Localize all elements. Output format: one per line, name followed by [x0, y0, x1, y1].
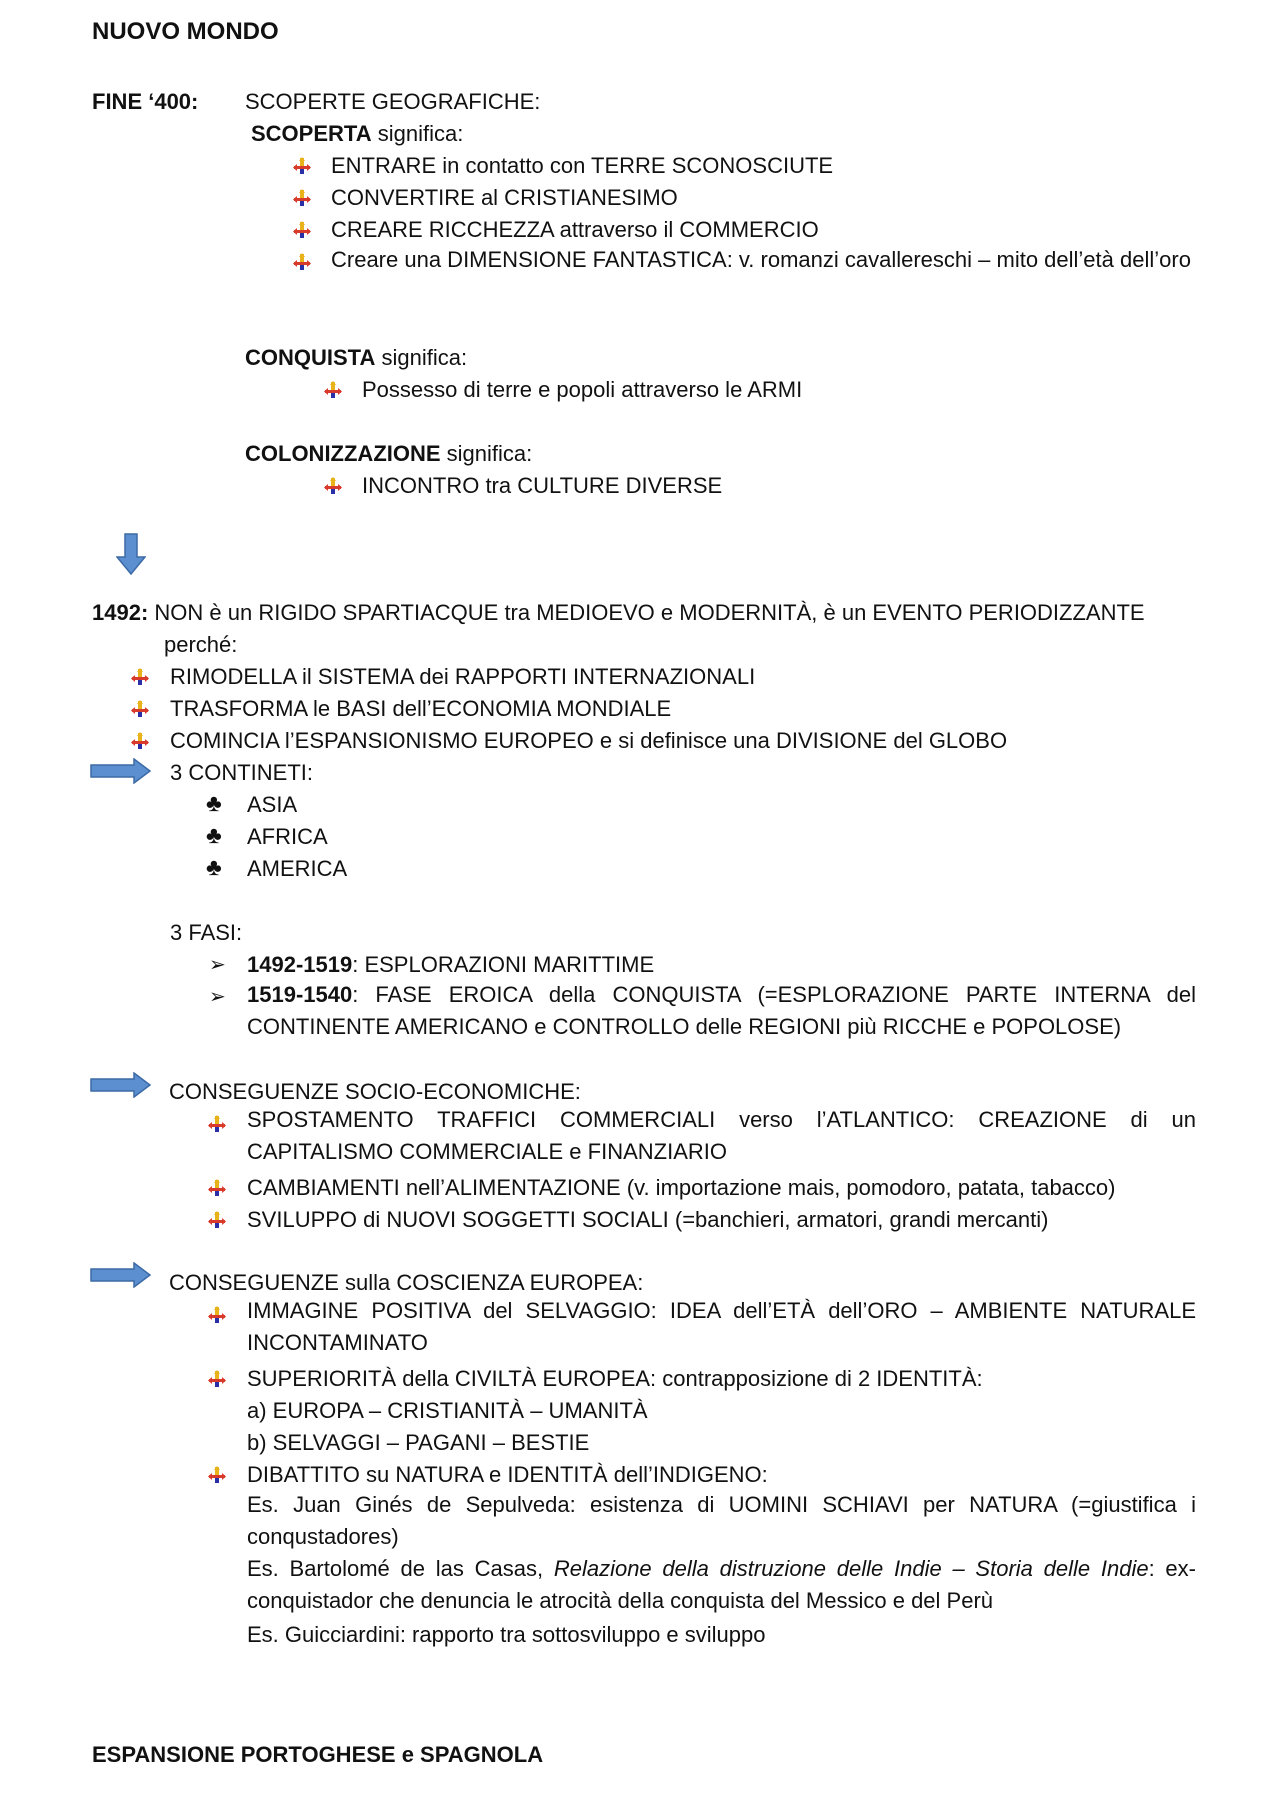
- four-way-arrow-bullet-icon: [208, 1115, 226, 1133]
- four-way-arrow-bullet-icon: [131, 700, 149, 718]
- socio-heading: CONSEGUENZE SOCIO-ECONOMICHE:: [169, 1079, 581, 1104]
- list-item: CREARE RICCHEZZA attraverso il COMMERCIO: [331, 217, 819, 242]
- list-item: Possesso di terre e popoli attraverso le ARMI: [362, 377, 803, 402]
- four-way-arrow-bullet-icon: [293, 189, 311, 207]
- list-item: Creare una DIMENSIONE FANTASTICA: v. romanzi cavallereschi – mito dell’età dell’oro: [331, 247, 1191, 272]
- four-way-arrow-bullet-icon: [324, 477, 342, 495]
- four-way-arrow-bullet-icon: [293, 253, 311, 271]
- coscienza-heading: CONSEGUENZE sulla COSCIENZA EUROPEA:: [169, 1270, 644, 1295]
- section-heading: ESPANSIONE PORTOGHESE e SPAGNOLA: [92, 1742, 544, 1767]
- list-item: CAMBIAMENTI nell’ALIMENTAZIONE (v. importazione mais, pomodoro, patata, tabacco): [247, 1175, 1116, 1200]
- conquista-heading: CONQUISTA significa:: [245, 345, 468, 370]
- list-item: 1519-1540: FASE EROICA della CONQUISTA (=ESPLORAZIONE PARTE INTERNA del CONTINENTE AMERICANO e CONTROLLO delle REGIONI più RICCHE e POPOLOSE): [247, 982, 1196, 1039]
- club-suit-icon: ♣: [206, 822, 222, 849]
- list-item: IMMAGINE POSITIVA del SELVAGGIO: IDEA dell’ETÀ dell’ORO – AMBIENTE NATURALE INCONTAMINATO: [247, 1298, 1196, 1355]
- list-item: AFRICA: [247, 824, 328, 849]
- four-way-arrow-bullet-icon: [208, 1179, 226, 1197]
- example-text: Es. Bartolomé de las Casas, Relazione della distruzione delle Indie – Storia delle Indie: ex-conquistador che denuncia le atrocità della conquista del Messico e del Perù: [247, 1556, 1196, 1613]
- list-item: AMERICA: [247, 856, 348, 881]
- chevron-right-icon: ➢: [209, 954, 226, 976]
- scoperta-heading: SCOPERTA significa:: [251, 121, 464, 146]
- club-suit-icon: ♣: [206, 854, 222, 881]
- fine400-label: FINE ‘400:: [92, 89, 199, 114]
- example-text: Es. Juan Ginés de Sepulveda: esistenza di UOMINI SCHIAVI per NATURA (=giustifica i conqustadores): [247, 1492, 1196, 1549]
- list-item: ASIA: [247, 792, 298, 817]
- right-arrow-icon: [90, 1072, 152, 1098]
- list-item: INCONTRO tra CULTURE DIVERSE: [362, 473, 723, 498]
- list-item: SVILUPPO di NUOVI SOGGETTI SOCIALI (=banchieri, armatori, grandi mercanti): [247, 1207, 1049, 1232]
- four-way-arrow-bullet-icon: [208, 1306, 226, 1324]
- four-way-arrow-bullet-icon: [293, 157, 311, 175]
- list-subitem: b) SELVAGGI – PAGANI – BESTIE: [247, 1430, 590, 1455]
- chevron-right-icon: ➢: [209, 986, 226, 1008]
- page-title: NUOVO MONDO: [92, 18, 279, 45]
- 1492-intro-cont: perché:: [164, 632, 238, 657]
- colonizzazione-heading: COLONIZZAZIONE significa:: [245, 441, 533, 466]
- list-subitem: a) EUROPA – CRISTIANITÀ – UMANITÀ: [247, 1398, 648, 1423]
- list-item: SPOSTAMENTO TRAFFICI COMMERCIALI verso l’ATLANTICO: CREAZIONE di un CAPITALISMO COMMERCIALE e FINANZIARIO: [247, 1107, 1196, 1164]
- continenti-label: 3 CONTINETI:: [170, 760, 314, 785]
- list-item: COMINCIA l’ESPANSIONISMO EUROPEO e si definisce una DIVISIONE del GLOBO: [170, 728, 1008, 753]
- fine400-heading: SCOPERTE GEOGRAFICHE:: [245, 89, 541, 114]
- four-way-arrow-bullet-icon: [131, 668, 149, 686]
- four-way-arrow-bullet-icon: [293, 221, 311, 239]
- list-item: ENTRARE in contatto con TERRE SCONOSCIUTE: [331, 153, 834, 178]
- fasi-label: 3 FASI:: [170, 920, 243, 945]
- 1492-intro: 1492: NON è un RIGIDO SPARTIACQUE tra MEDIOEVO e MODERNITÀ, è un EVENTO PERIODIZZANTE: [92, 600, 1145, 625]
- list-item: DIBATTITO su NATURA e IDENTITÀ dell’INDIGENO:: [247, 1462, 768, 1487]
- four-way-arrow-bullet-icon: [324, 381, 342, 399]
- list-item: CONVERTIRE al CRISTIANESIMO: [331, 185, 678, 210]
- club-suit-icon: ♣: [206, 790, 222, 817]
- right-arrow-icon: [90, 1262, 152, 1288]
- right-arrow-icon: [90, 758, 152, 784]
- four-way-arrow-bullet-icon: [208, 1370, 226, 1388]
- list-item: RIMODELLA il SISTEMA dei RAPPORTI INTERNAZIONALI: [170, 664, 756, 689]
- example-text: Es. Guicciardini: rapporto tra sottosviluppo e sviluppo: [247, 1622, 766, 1647]
- four-way-arrow-bullet-icon: [131, 732, 149, 750]
- four-way-arrow-bullet-icon: [208, 1466, 226, 1484]
- list-item: SUPERIORITÀ della CIVILTÀ EUROPEA: contrapposizione di 2 IDENTITÀ:: [247, 1366, 983, 1391]
- list-item: TRASFORMA le BASI dell’ECONOMIA MONDIALE: [170, 696, 672, 721]
- list-item: 1492-1519: ESPLORAZIONI MARITTIME: [247, 952, 655, 977]
- four-way-arrow-bullet-icon: [208, 1211, 226, 1229]
- down-arrow-icon: [116, 533, 146, 575]
